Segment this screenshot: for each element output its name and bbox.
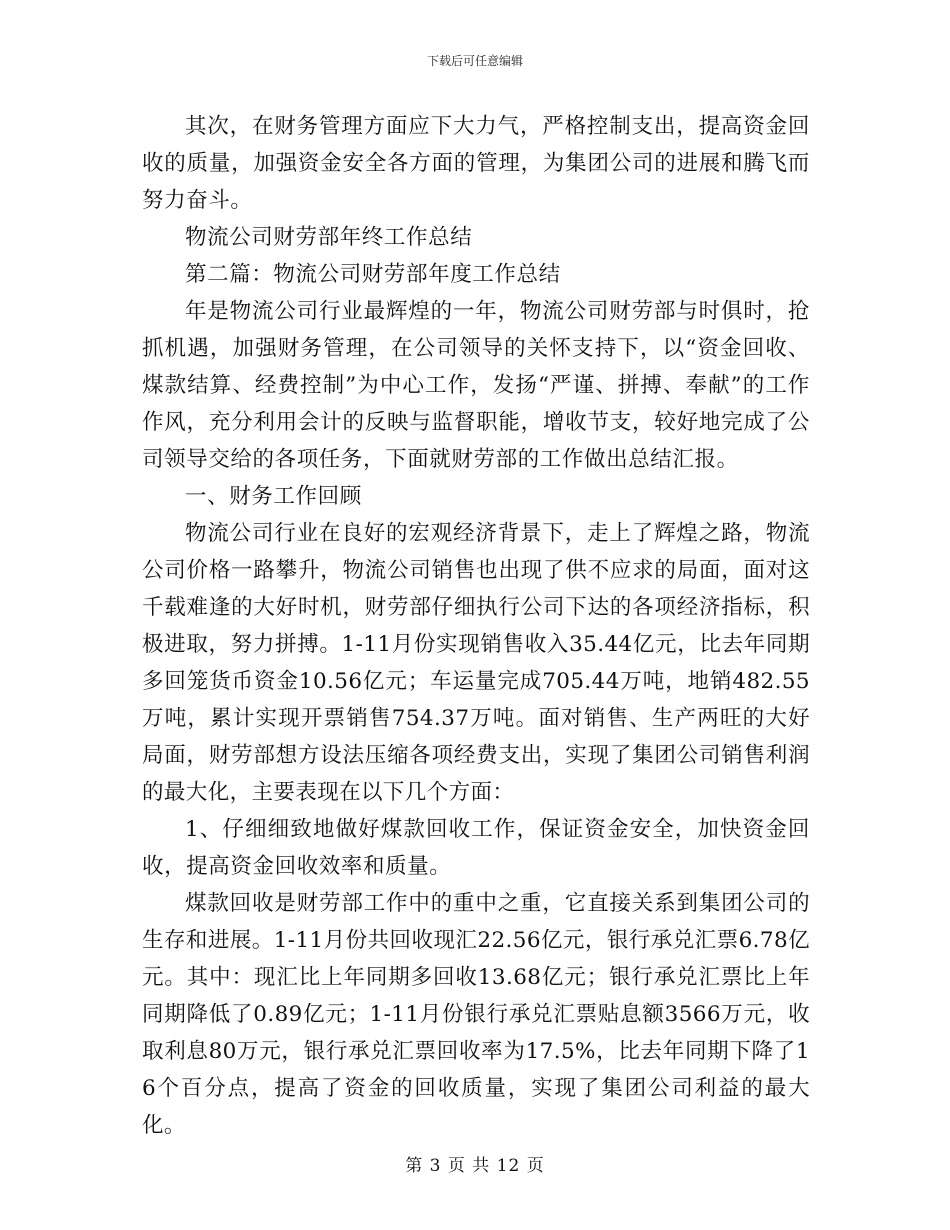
paragraph-point-one: 1、仔细细致地做好煤款回收工作，保证资金安全，加快资金回收，提高资金回收效率和质量。 bbox=[142, 817, 810, 879]
section-title-part-two: 第二篇：物流公司财劳部年度工作总结 bbox=[185, 262, 561, 287]
paragraph-finance-management: 其次，在财务管理方面应下大力气，严格控制支出，提高资金回收的质量，加强资金安全各方面的管理，为集团公司的进展和腾飞而努力奋斗。 bbox=[142, 114, 810, 213]
section-title-year-end-summary: 物流公司财劳部年终工作总结 bbox=[185, 225, 473, 250]
page-header: 下载后可任意编辑 bbox=[426, 54, 523, 68]
document-body bbox=[142, 108, 810, 1144]
paragraph-sales-figures: 物流公司行业在良好的宏观经济背景下，走上了辉煌之路，物流公司价格一路攀升，物流公司销售也出现了供不应求的局面，面对这千载难逢的大好时机，财劳部仔细执行公司下达的各项经济指标，积极进取，努力拼搏。1-11月份实现销售收入35.44亿元，比去年同期多回笼货币资金10.56亿元；车运量完成705.44万吨，地销482.55万吨，累计实现开票销售754.37万吨。面对销售、生产两旺的大好局面，财劳部想方设法压缩各项经费支出，实现了集团公司销售利润的最大化，主要表现在以下几个方面： bbox=[142, 521, 810, 805]
paragraph-payment-collection: 煤款回收是财劳部工作中的重中之重，它直接关系到集团公司的生存和进展。1-11月份共回收现汇22.56亿元，银行承兑汇票6.78亿元。其中：现汇比上年同期多回收13.68亿元；银行承兑汇票比上年同期降低了0.89亿元；1-11月份银行承兑汇票贴息额3566万元，收取利息80万元，银行承兑汇票回收率为17.5%，比去年同期下降了16个百分点，提高了资金的回收质量，实现了集团公司利益的最大化。 bbox=[142, 891, 810, 1138]
paragraph-annual-overview: 年是物流公司行业最辉煌的一年，物流公司财劳部与时俱时，抢抓机遇，加强财务管理，在公司领导的关怀支持下，以“资金回收、煤款结算、经费控制”为中心工作，发扬“严谨、拼搏、奉献”的工作作风，充分利用会计的反映与监督职能，增收节支，较好地完成了公司领导交给的各项任务，下面就财劳部的工作做出总结汇报。 bbox=[142, 299, 810, 472]
page-number: 第 3 页 共 12 页 bbox=[405, 1156, 545, 1176]
heading-finance-review: 一、财务工作回顾 bbox=[185, 484, 362, 509]
